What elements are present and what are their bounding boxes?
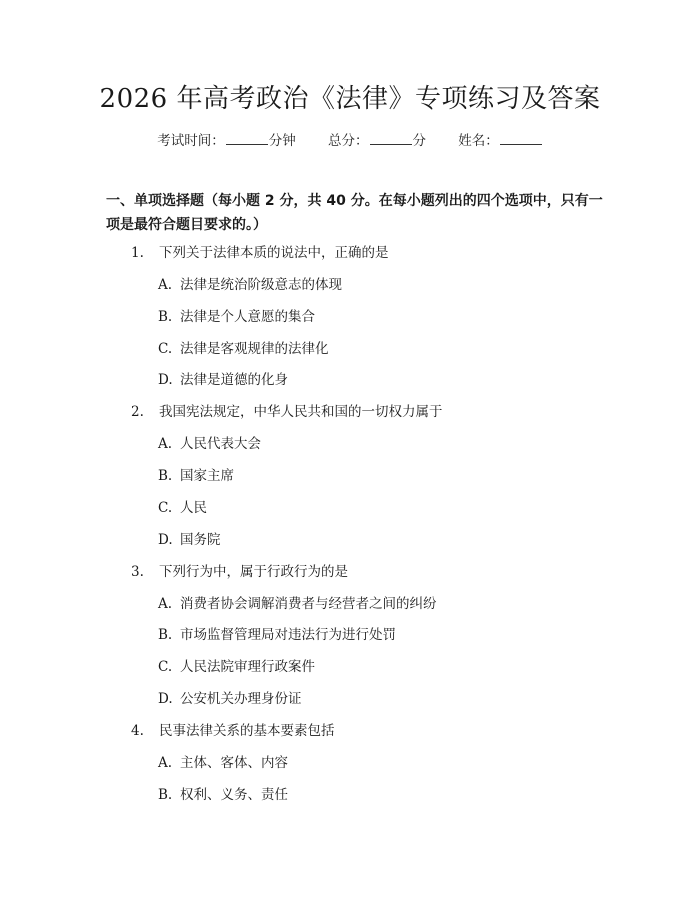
option-letter: B.	[158, 787, 173, 803]
question-1-option-a[interactable]	[158, 275, 342, 295]
option-text: 人民	[180, 500, 207, 516]
name-field	[458, 130, 543, 151]
option-text: 消费者协会调解消费者与经营者之间的纠纷	[180, 596, 437, 612]
option-letter: C.	[158, 341, 173, 357]
section-heading: 一、单项选择题（每小题 2 分，共 40 分。在每小题列出的四个选项中，只有一项是最符合题目要求的。）	[106, 193, 603, 233]
option-letter: D.	[158, 372, 173, 388]
page-title: 2026 年高考政治《法律》专项练习及答案	[99, 84, 601, 114]
option-letter: D.	[158, 691, 173, 707]
exam-meta	[0, 130, 700, 151]
option-text: 法律是统治阶级意志的体现	[180, 277, 342, 293]
question-3-option-b[interactable]	[158, 625, 396, 645]
option-text: 人民代表大会	[180, 436, 261, 452]
question-number: 2.	[131, 404, 144, 420]
option-text: 主体、客体、内容	[180, 755, 288, 771]
question-1-option-c[interactable]	[158, 339, 329, 359]
option-text: 法律是个人意愿的集合	[180, 309, 315, 325]
option-letter: C.	[158, 500, 173, 516]
question-2	[131, 402, 443, 422]
option-letter: A.	[158, 596, 173, 612]
option-letter: B.	[158, 468, 173, 484]
option-letter: B.	[158, 627, 173, 643]
name-blank[interactable]	[500, 130, 542, 145]
question-number: 1.	[131, 245, 144, 261]
question-1-option-b[interactable]	[158, 307, 315, 327]
question-3-option-d[interactable]	[158, 689, 302, 709]
total-score-field	[328, 130, 426, 151]
option-text: 国务院	[180, 532, 221, 548]
option-text: 公安机关办理身份证	[180, 691, 302, 707]
exam-time-field	[157, 130, 296, 151]
question-stem: 民事法律关系的基本要素包括	[159, 723, 335, 739]
question-3-option-c[interactable]	[158, 657, 315, 677]
total-score-unit: 分	[412, 133, 426, 149]
question-3-option-a[interactable]	[158, 594, 437, 614]
question-2-option-d[interactable]	[158, 530, 221, 550]
question-2-option-b[interactable]	[158, 466, 234, 486]
question-1	[131, 243, 389, 263]
exam-time-blank[interactable]	[226, 130, 268, 145]
option-letter: B.	[158, 309, 173, 325]
option-text: 权利、义务、责任	[180, 787, 288, 803]
name-label: 姓名：	[458, 133, 499, 149]
option-text: 法律是道德的化身	[180, 372, 288, 388]
option-letter: C.	[158, 659, 173, 675]
question-stem: 下列行为中，属于行政行为的是	[159, 564, 348, 580]
option-text: 市场监督管理局对违法行为进行处罚	[180, 627, 396, 643]
option-letter: A.	[158, 277, 173, 293]
total-score-label: 总分：	[328, 133, 369, 149]
option-letter: A.	[158, 436, 173, 452]
option-letter: A.	[158, 755, 173, 771]
total-score-blank[interactable]	[370, 130, 412, 145]
option-letter: D.	[158, 532, 173, 548]
exam-time-unit: 分钟	[268, 133, 296, 149]
option-text: 国家主席	[180, 468, 234, 484]
exam-time-label: 考试时间：	[157, 133, 225, 149]
question-2-option-c[interactable]	[158, 498, 207, 518]
question-number: 3.	[131, 564, 144, 580]
question-4-option-a[interactable]	[158, 753, 288, 773]
question-stem: 下列关于法律本质的说法中，正确的是	[159, 245, 389, 261]
question-3	[131, 562, 348, 582]
question-stem: 我国宪法规定，中华人民共和国的一切权力属于	[159, 404, 443, 420]
option-text: 人民法院审理行政案件	[180, 659, 315, 675]
question-2-option-a[interactable]	[158, 434, 261, 454]
question-4-option-b[interactable]	[158, 785, 288, 805]
option-text: 法律是客观规律的法律化	[180, 341, 329, 357]
question-number: 4.	[131, 723, 144, 739]
question-4	[131, 721, 335, 741]
question-1-option-d[interactable]	[158, 370, 288, 390]
